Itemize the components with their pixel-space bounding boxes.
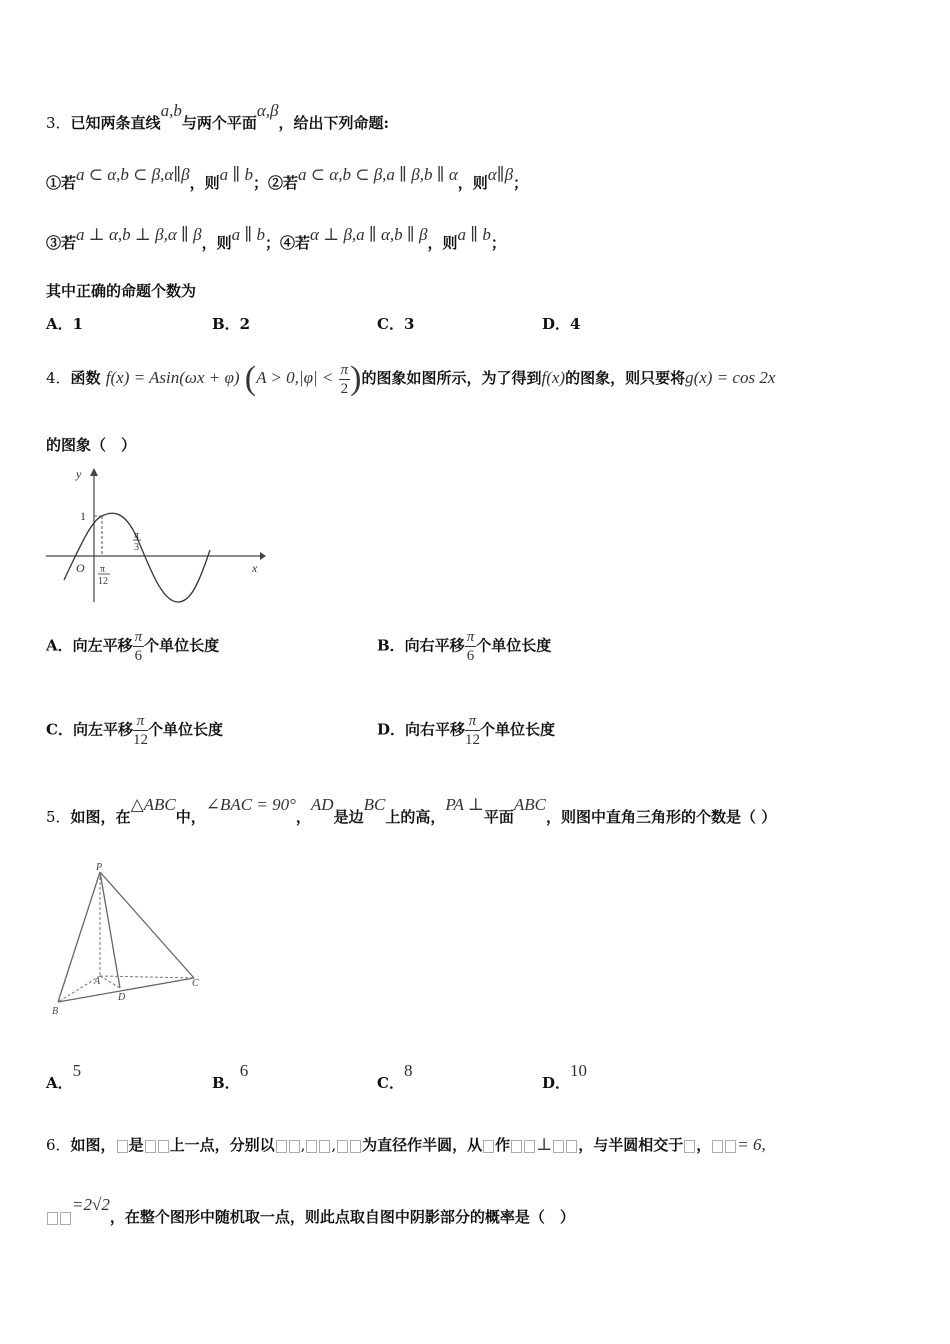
q4-sine-curve	[64, 513, 210, 602]
q5-text-1: 如图，在	[70, 808, 131, 826]
q4-opt-d-num: π	[465, 712, 480, 731]
q3-p2-label: ②若	[268, 174, 299, 192]
q6-missing-glyph	[684, 1140, 695, 1153]
q4-tick1-den: 12	[98, 576, 108, 587]
q6-eq2-sign: =	[72, 1195, 84, 1214]
q4-x-label: x	[252, 561, 258, 575]
q4-y-arrow	[90, 468, 98, 476]
q3-p4-sep: ；	[490, 234, 506, 252]
q4-opt-b-label: B．向右平移	[377, 636, 465, 655]
q6-missing-glyph	[60, 1212, 71, 1225]
q5-option-d	[542, 1061, 588, 1093]
q5-text-2: 中，	[175, 808, 206, 826]
q5-opt-d-value: 10	[570, 1061, 588, 1080]
q4-opt-a-tail: 个单位长度	[144, 636, 220, 655]
q6-text-3: 上一点，分别以	[169, 1136, 275, 1154]
q5-opt-c-label: C．	[377, 1074, 404, 1092]
q3-stem	[46, 101, 390, 133]
q6-missing-glyph	[306, 1140, 317, 1153]
q6-missing-glyph	[483, 1140, 494, 1153]
q4-stem	[46, 360, 775, 398]
q4-opt-d-den: 12	[465, 732, 481, 748]
q6-missing-glyph	[145, 1140, 156, 1153]
q4-condition: A > 0,|φ| <	[256, 368, 334, 387]
q3-p2-sep: ；	[513, 174, 529, 192]
q5-pa: PA ⊥	[445, 795, 484, 814]
q3-p1-sep: ；	[253, 174, 269, 192]
q4-opt-a-num: π	[134, 629, 143, 645]
q3-text-3: ，给出下列命题:	[278, 114, 390, 132]
q4-opt-d-label: D．向右平移	[377, 720, 466, 739]
q5-text-6: 平面	[483, 808, 514, 826]
q5-opt-a-value: 5	[72, 1061, 82, 1080]
q4-opt-a-den: 6	[134, 648, 143, 664]
q6-missing-glyph	[553, 1140, 564, 1153]
q6-text-6: ，与半圆相交于	[578, 1136, 684, 1154]
q3-p1-label: ①若	[46, 174, 77, 192]
q3-p4-condition: α ⊥ β,a ∥ α,b ∥ β	[310, 225, 428, 244]
q3-question: 其中正确的命题个数为	[46, 282, 197, 300]
q6-missing-glyph	[47, 1212, 58, 1225]
q5-text-3: ，	[295, 808, 311, 826]
q5-edge-ad	[100, 976, 120, 988]
q3-option-a: A．1	[46, 315, 84, 333]
q4-tick2-num: π	[134, 530, 140, 541]
q3-p3-label: ③若	[46, 234, 77, 252]
q4-opt-d-frac	[465, 712, 480, 749]
q5-edge-pc	[100, 872, 194, 978]
q5-opt-c-value: 8	[403, 1061, 413, 1080]
q3-math-planes: α,β	[256, 101, 279, 120]
q4-function: f(x) = Asin(ωx + φ)	[105, 368, 240, 387]
q3-number: 3．	[46, 114, 71, 132]
q3-p1-condition: a ⊂ α,b ⊂ β,α∥β	[76, 165, 190, 184]
q5-text-4: 是边	[333, 808, 364, 826]
q6-eq2-value: 2√2	[83, 1195, 110, 1214]
q5-bc: BC	[363, 795, 386, 814]
q5-label-a: A	[94, 976, 101, 987]
q5-abc: ABC	[513, 795, 546, 814]
q5-label-b: B	[52, 1006, 59, 1017]
q4-option-c	[46, 712, 223, 749]
q5-text-5: 上的高，	[385, 808, 446, 826]
q5-opt-d-label: D．	[542, 1074, 571, 1092]
q4-opt-a-frac	[133, 628, 145, 665]
q3-p1-then: ，则	[189, 174, 220, 192]
q3-props-3-4	[46, 225, 506, 253]
q4-tick1-num: π	[100, 564, 106, 575]
q4-condition-paren-close: )	[350, 360, 362, 397]
q3-p3-condition: a ⊥ α,b ⊥ β,α ∥ β	[76, 225, 202, 244]
q6-text-5: 作	[495, 1136, 511, 1154]
q3-option-c: C．3	[377, 315, 415, 333]
q3-p4-result: a ∥ b	[457, 225, 491, 244]
q4-condition-paren-open: (	[244, 360, 257, 397]
q4-number: 4．	[46, 369, 71, 387]
q6-missing-glyph	[337, 1140, 348, 1153]
q4-opt-b-num: π	[466, 629, 475, 645]
q4-stem-tail: 的图象（ ）	[46, 436, 137, 454]
q4-cond-frac-num: π	[340, 361, 349, 378]
q3-option-d: D．4	[542, 315, 581, 333]
q5-ad: AD	[310, 795, 334, 814]
q6-missing-glyph	[276, 1140, 287, 1153]
q6-missing-glyph	[725, 1140, 736, 1153]
q5-label-p: P	[96, 862, 103, 873]
q4-opt-c-tail: 个单位长度	[147, 720, 223, 739]
q3-p1-result: a ∥ b	[219, 165, 254, 184]
q3-p4-then: ，则	[427, 234, 458, 252]
q6-missing-glyph	[511, 1140, 522, 1153]
q3-option-b: B．2	[212, 315, 251, 333]
q3-text-1: 已知两条直线	[70, 114, 161, 132]
q4-opt-c-den: 12	[132, 732, 148, 748]
q4-x-arrow	[260, 552, 266, 560]
q5-number: 5．	[46, 808, 71, 826]
q4-opt-c-label: C．向左平移	[46, 720, 133, 739]
q6-stem: 6．如图， 是 上一点，分别以 , , 为直径作半圆，从 作 ⊥ ，与半圆相交于 ， = 6,	[46, 1135, 766, 1154]
q6-missing-glyph	[524, 1140, 535, 1153]
q5-option-a	[46, 1061, 82, 1093]
q4-gx: g(x) = cos 2x	[685, 368, 776, 387]
q6-missing-glyph	[712, 1140, 723, 1153]
q4-opt-a-label: A．向左平移	[46, 636, 133, 655]
q3-p2-condition: a ⊂ α,b ⊂ β,a ∥ β,b ∥ α	[298, 165, 458, 184]
q4-opt-c-num: π	[133, 712, 148, 731]
q6-missing-glyph	[350, 1140, 361, 1153]
q5-opt-b-label: B．	[212, 1074, 240, 1092]
q5-option-b	[212, 1061, 249, 1093]
q6-stem-cont	[46, 1195, 575, 1227]
q6-missing-glyph	[319, 1140, 330, 1153]
q4-opt-b-den: 6	[466, 648, 475, 664]
q3-p2-result: α∥β	[487, 165, 514, 184]
q4-opt-d-tail: 个单位长度	[480, 720, 556, 739]
q4-graph	[42, 462, 272, 612]
q4-option-a	[46, 628, 219, 665]
q5-opt-a-label: A．	[46, 1074, 73, 1092]
q5-edge-bc	[58, 978, 194, 1002]
q5-opt-b-value: 6	[239, 1061, 249, 1080]
q3-p3-sep: ；	[265, 234, 281, 252]
q3-props-1-2	[46, 165, 529, 193]
q5-stem	[46, 795, 777, 827]
q6-text-1: 如图，	[70, 1136, 116, 1154]
q5-text-7: ，则图中直角三角形的个数是（ ）	[545, 808, 777, 826]
q3-math-lines: a,b	[160, 101, 182, 120]
q5-angle: ∠BAC = 90°	[205, 795, 296, 814]
q6-number: 6．	[46, 1136, 71, 1154]
q5-label-d: D	[118, 992, 126, 1003]
q4-text-2: 的图象如图所示，为了得到	[361, 369, 542, 387]
q6-missing-glyph	[158, 1140, 169, 1153]
q4-option-d	[377, 712, 555, 749]
q4-tick2-den: 3	[134, 542, 139, 553]
q4-opt-c-frac	[133, 712, 148, 749]
q5-label-c: C	[192, 978, 199, 989]
q4-text-3: 的图象，则只要将	[565, 369, 686, 387]
q4-text-1: 函数	[70, 369, 101, 387]
q3-p4-label: ④若	[280, 234, 311, 252]
q6-missing-glyph	[117, 1140, 128, 1153]
q4-condition-fraction	[339, 361, 351, 398]
q4-one-label: 1	[80, 509, 86, 523]
q4-opt-b-tail: 个单位长度	[476, 636, 552, 655]
q3-p3-result: a ∥ b	[231, 225, 265, 244]
q4-y-label: y	[76, 467, 82, 481]
q3-p3-then: ，则	[201, 234, 232, 252]
q4-option-b	[377, 628, 551, 665]
q6-missing-glyph	[566, 1140, 577, 1153]
q4-origin-label: O	[76, 561, 85, 575]
q6-text-7: ，	[696, 1136, 712, 1154]
q4-fx: f(x)	[541, 368, 566, 387]
q5-triangle: △ABC	[130, 795, 176, 814]
q4-cond-frac-den: 2	[340, 380, 349, 397]
q5-edge-pd	[100, 872, 120, 988]
q6-missing-glyph	[289, 1140, 300, 1153]
q6-text-2: 是	[128, 1136, 144, 1154]
q5-edge-ac	[100, 976, 194, 978]
q3-p2-then: ，则	[457, 174, 488, 192]
q6-perp: ⊥	[536, 1135, 553, 1154]
q5-option-c	[377, 1061, 413, 1093]
q5-pyramid-figure	[46, 860, 216, 1020]
q6-text-4: 为直径作半圆，从	[362, 1136, 483, 1154]
q4-opt-b-frac	[465, 628, 477, 665]
q3-text-2: 与两个平面	[181, 114, 257, 132]
q6-text-8: ，在整个图形中随机取一点，则此点取自图中阴影部分的概率是（ ）	[109, 1208, 575, 1226]
q6-eq1: = 6,	[737, 1135, 766, 1154]
